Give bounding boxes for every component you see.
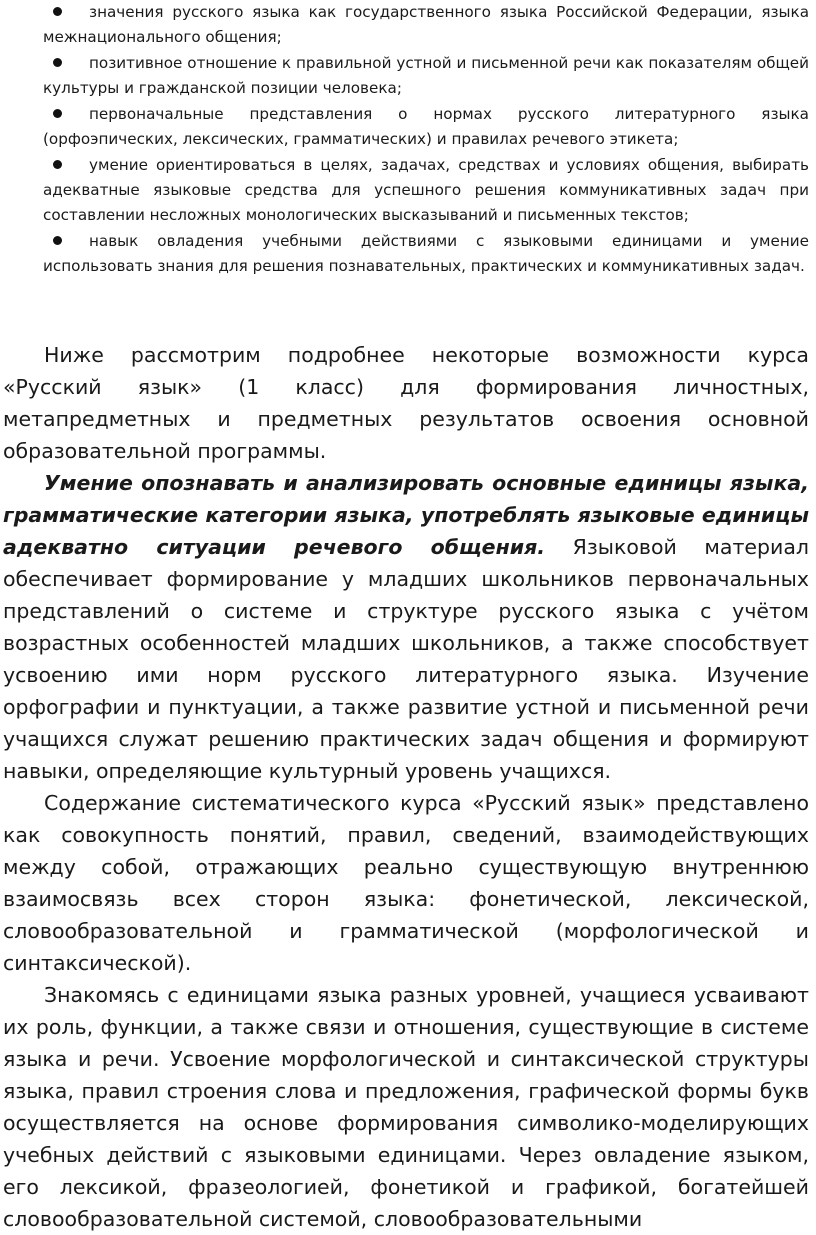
paragraph-course-content: Содержание систематического курса «Русский язык» представлено как совокупность понятий, правил, сведений, взаимодействующих между собой, отражающих реально существующую внутреннюю взаимосвязь всех сторон языка: фонетической, лексической, словообразовательной и грамматической (морфологической и синтаксической). [3, 791, 809, 975]
bullet-dot-icon [53, 160, 62, 169]
paragraph-body: Языковой материал обеспечивает формирование у младших школьников первоначальных представлений о системе и структуре русского языка с учётом возрастных особенностей младших школьников, а также способствует усвоению ими норм русского литературного языка. Изучение орфографии и пунктуации, а также развитие устной и письменной речи учащихся служат решению практических задач общения и формируют навыки, определяющие культурный уровень учащихся. [3, 535, 809, 783]
bullet-item [43, 51, 809, 101]
bullet-dot-icon [53, 109, 62, 118]
bullet-item [43, 229, 809, 279]
bullet-dot-icon [53, 236, 62, 245]
paragraph-language-units [3, 467, 809, 787]
bullet-text: умение ориентироваться в целях, задачах, средствах и условиях общения, выбирать адекватные языковые средства для успешного решения коммуникативных задач при составлении несложных монологических высказываний и письменных текстов; [43, 156, 809, 224]
bullet-item [43, 102, 809, 152]
bullet-text: значения русского языка как государственного языка Российской Федерации, языка межнационального общения; [43, 3, 809, 46]
bullet-text: навык овладения учебными действиями с языковыми единицами и умение использовать знания для решения познавательных, практических и коммуникативных задач. [43, 232, 809, 275]
main-text [3, 339, 809, 1235]
bullet-text: позитивное отношение к правильной устной и письменной речи как показателям общей культуры и гражданской позиции человека; [43, 54, 809, 97]
bullet-item [43, 153, 809, 228]
bullet-dot-icon [53, 7, 62, 16]
bullet-text: первоначальные представления о нормах русского литературного языка (орфоэпических, лексических, грамматических) и правилах речевого этикета; [43, 105, 809, 148]
paragraph-language-levels: Знакомясь с единицами языка разных уровней, учащиеся усваивают их роль, функции, а также связи и отношения, существующие в системе языка и речи. Усвоение морфологической и синтаксической структуры языка, правил строения слова и предложения, графической формы букв осуществляется на основе формирования символико-моделирующих учебных действий с языковыми единицами. Через овладение языком, его лексикой, фразеологией, фонетикой и графикой, богатейшей словообразовательной системой, словообразовательными [3, 983, 809, 1231]
paragraph-heading-emphasis: Умение опознавать и анализировать основные единицы языка, грамматические категории языка, употреблять языковые единицы адекватно ситуации речевого общения. [3, 471, 809, 559]
bullet-item [43, 0, 809, 50]
bullet-dot-icon [53, 58, 62, 67]
paragraph-intro: Ниже рассмотрим подробнее некоторые возможности курса «Русский язык» (1 класс) для формирования личностных, метапредметных и предметных результатов освоения основной образовательной программы. [3, 343, 809, 463]
results-bullet-list [43, 0, 809, 280]
